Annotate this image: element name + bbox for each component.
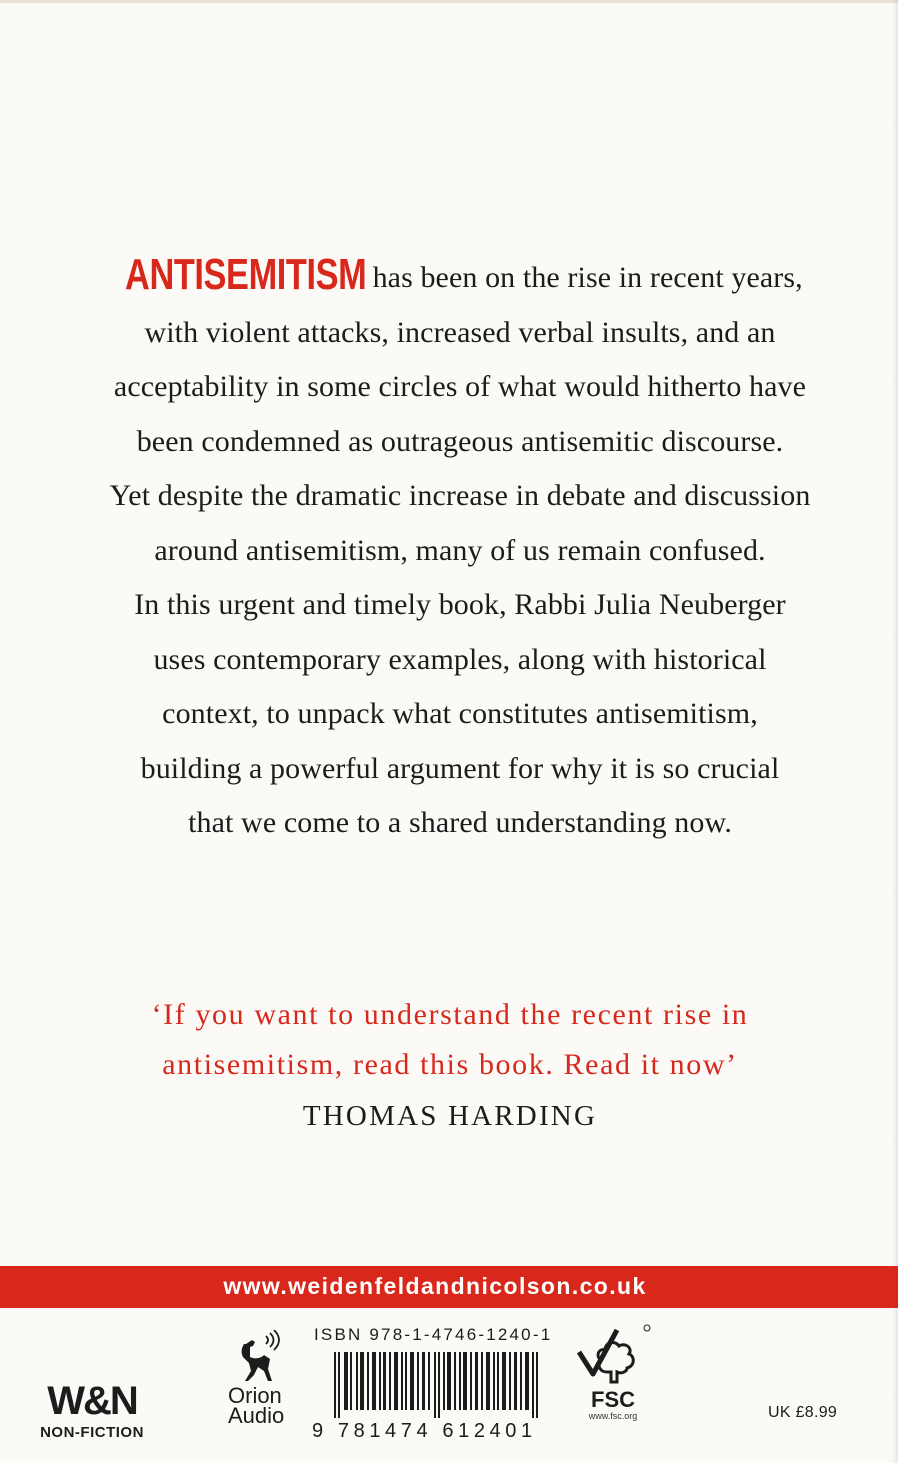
isbn-label: ISBN 978-1-4746-1240-1 (314, 1325, 553, 1344)
blurb-text: has been on the rise in recent years, (372, 261, 803, 294)
blurb-line: building a powerful argument for why it is so crucial (140, 751, 780, 785)
fsc-logo (568, 1322, 658, 1421)
blurb-line: uses contemporary examples, along with historical (153, 642, 767, 676)
blurb-line: Yet despite the dramatic increase in debate and discussion (109, 479, 811, 512)
publisher-logo-mark: W&N (47, 1379, 137, 1423)
fsc-url: www.fsc.org (588, 1411, 638, 1421)
quote-line: antisemitism, read this book. Read it now’ (162, 1048, 738, 1081)
barcode (334, 1352, 544, 1418)
blurb-line: with violent attacks, increased verbal insults, and an (144, 315, 776, 349)
publisher-website-link[interactable]: www.weidenfeldandnicolson.co.uk (223, 1273, 647, 1299)
blurb-line: around antisemitism, many of us remain confused. (154, 533, 766, 567)
top-edge (0, 0, 898, 3)
barcode-digits: 9 781474 612401 (312, 1420, 537, 1442)
blurb-line (60, 248, 860, 306)
blurb-line: context, to unpack what constitutes antisemitism, (162, 697, 758, 730)
orion-audio-logo (224, 1330, 304, 1426)
greyhound-icon (224, 1330, 294, 1386)
quote-line: ‘If you want to understand the recent rise in (151, 998, 749, 1031)
fsc-label: FSC (591, 1387, 635, 1412)
headword: ANTISEMITISM (125, 250, 367, 299)
blurb-line: that we come to a shared understanding now. (188, 806, 732, 839)
publisher-logo (32, 1380, 152, 1441)
publisher-logo-subtitle: NON-FICTION (40, 1424, 144, 1441)
audio-label: Audio (228, 1403, 285, 1428)
quote-author: THOMAS HARDING (302, 1100, 598, 1132)
blurb-line: acceptability in some circles of what would hitherto have (113, 370, 807, 403)
page-edge-shadow (892, 0, 898, 1463)
blurb-line: In this urgent and timely book, Rabbi Julia Neuberger (134, 588, 786, 621)
blurb (60, 248, 860, 851)
price: UK £8.99 (768, 1404, 838, 1421)
orion-label: Orion (228, 1383, 282, 1408)
tree-checkmark-icon (573, 1322, 653, 1388)
audio-waves-icon (266, 1330, 279, 1350)
endorsement (60, 990, 840, 1142)
blurb-line: been condemned as outrageous antisemitic discourse. (136, 424, 784, 458)
